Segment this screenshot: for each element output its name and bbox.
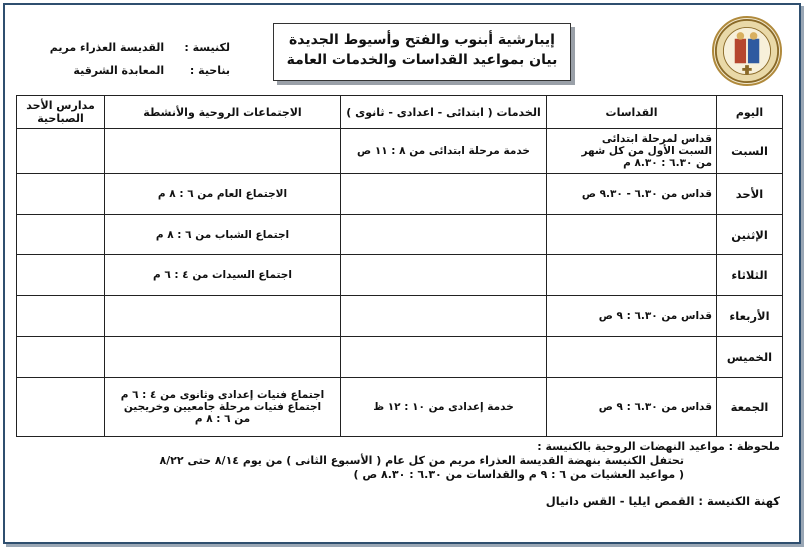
meetings-cell [105, 129, 341, 174]
services-cell [341, 173, 547, 214]
sunday-school-cell [17, 377, 105, 436]
day-cell: الثلاثاء [717, 255, 783, 296]
cell-text-line: قداس من ٦.٣٠ : ٩ ص [598, 400, 712, 413]
cell-text-line: اجتماع الشباب من ٦ : ٨ م [155, 228, 290, 241]
liturgy-cell [547, 214, 717, 255]
table-row [17, 336, 783, 377]
cell-text-line: اجتماع السيدات من ٤ : ٦ م [153, 269, 292, 282]
area-name: المعابدة الشرقية [73, 64, 165, 77]
table-row [17, 129, 783, 174]
cell-text-line: من ٦.٣٠ : ٨.٣٠ م [623, 156, 712, 169]
table-row [17, 214, 783, 255]
table-row [17, 255, 783, 296]
church-info [40, 36, 230, 82]
meetings-cell [105, 255, 341, 296]
sunday-school-cell [17, 129, 105, 174]
notes-section [20, 440, 780, 508]
church-name: القديسة العذراء مريم [49, 41, 165, 54]
area-line [40, 59, 230, 82]
cell-text-line: الاجتماع العام من ٦ : ٨ م [157, 187, 288, 200]
cell-text-line: خدمة مرحلة ابتدائى من ٨ : ١١ ص [357, 144, 530, 157]
sunday-school-cell [17, 173, 105, 214]
cell-text-line: اجتماع فتيات إعدادى وثانوى من ٤ : ٦ م [120, 388, 325, 401]
column-header-meetings: الاجتماعات الروحية والأنشطة [105, 96, 341, 129]
area-label: بناحية : [189, 64, 230, 77]
schedule-subtitle: بيان بمواعيد القداسات والخدمات العامة [286, 52, 558, 68]
cell-text-line: اجتماع فتيات مرحلة جامعيين وخريجين [123, 400, 322, 413]
cell-text-line: السبت الأول من كل شهر [581, 144, 712, 157]
cell-text-line: من ٦ : ٨ م [194, 412, 251, 425]
table-row [17, 173, 783, 214]
liturgy-cell [547, 296, 717, 337]
cell-text-line: قداس من ٦.٣٠ - ٩.٣٠ ص [581, 187, 712, 200]
meetings-cell [105, 214, 341, 255]
services-cell [341, 296, 547, 337]
schedule-body [17, 129, 783, 437]
sunday-school-cell [17, 255, 105, 296]
cell-text-line: قداس لمرحلة ابتدائى [601, 132, 712, 145]
meetings-cell [105, 336, 341, 377]
liturgy-cell [547, 173, 717, 214]
day-cell: الأحد [717, 173, 783, 214]
title-box [273, 23, 571, 81]
schedule-table [16, 95, 783, 437]
day-cell: الأربعاء [717, 296, 783, 337]
column-header-services: الخدمات ( ابتدائى - اعدادى - ثانوى ) [341, 96, 547, 129]
services-cell [341, 214, 547, 255]
liturgy-cell [547, 377, 717, 436]
services-cell [341, 255, 547, 296]
liturgy-cell [547, 336, 717, 377]
liturgy-cell [547, 129, 717, 174]
clergy-line: كهنة الكنيسة : القمص ايليا - القس دانيال [545, 494, 780, 508]
services-cell [341, 129, 547, 174]
table-row [17, 296, 783, 337]
day-cell: الخميس [717, 336, 783, 377]
day-cell: الإثنين [717, 214, 783, 255]
notes-heading: ملحوظة : مواعيد النهضات الروحية بالكنيسة : [537, 440, 780, 453]
notes-line-1: تحتفل الكنيسة بنهضة القديسة العذراء مريم من كل عام ( الأسبوع الثانى ) من يوم ٨/١٤ حتى ٨/٢٢ [159, 454, 684, 467]
meetings-cell [105, 296, 341, 337]
sunday-school-cell [17, 214, 105, 255]
sunday-school-cell [17, 296, 105, 337]
table-row [17, 377, 783, 436]
logo-emblem-icon [714, 18, 780, 84]
cell-text-line: قداس من ٦.٣٠ : ٩ ص [598, 310, 712, 323]
meetings-cell [105, 173, 341, 214]
day-cell: الجمعة [717, 377, 783, 436]
column-header-liturgy: القداسات [547, 96, 717, 129]
column-header-sunday-school: مدارس الأحد الصباحية [17, 96, 105, 129]
diocese-title: إيبارشية أبنوب والفتح وأسيوط الجديدة [289, 32, 555, 48]
services-cell [341, 377, 547, 436]
cell-text-line: خدمة إعدادى من ١٠ : ١٢ ظ [373, 400, 514, 413]
church-line [40, 36, 230, 59]
column-header-day: اليوم [717, 96, 783, 129]
day-cell: السبت [717, 129, 783, 174]
meetings-cell [105, 377, 341, 436]
table-header-row [17, 96, 783, 129]
services-cell [341, 336, 547, 377]
diocese-logo [712, 16, 782, 86]
liturgy-cell [547, 255, 717, 296]
notes-line-2: ( مواعيد العشيات من ٦ : ٩ م والقداسات من ٦.٣٠ : ٨.٣٠ ص ) [353, 468, 684, 481]
sunday-school-cell [17, 336, 105, 377]
church-label: لكنيسة : [184, 41, 230, 54]
